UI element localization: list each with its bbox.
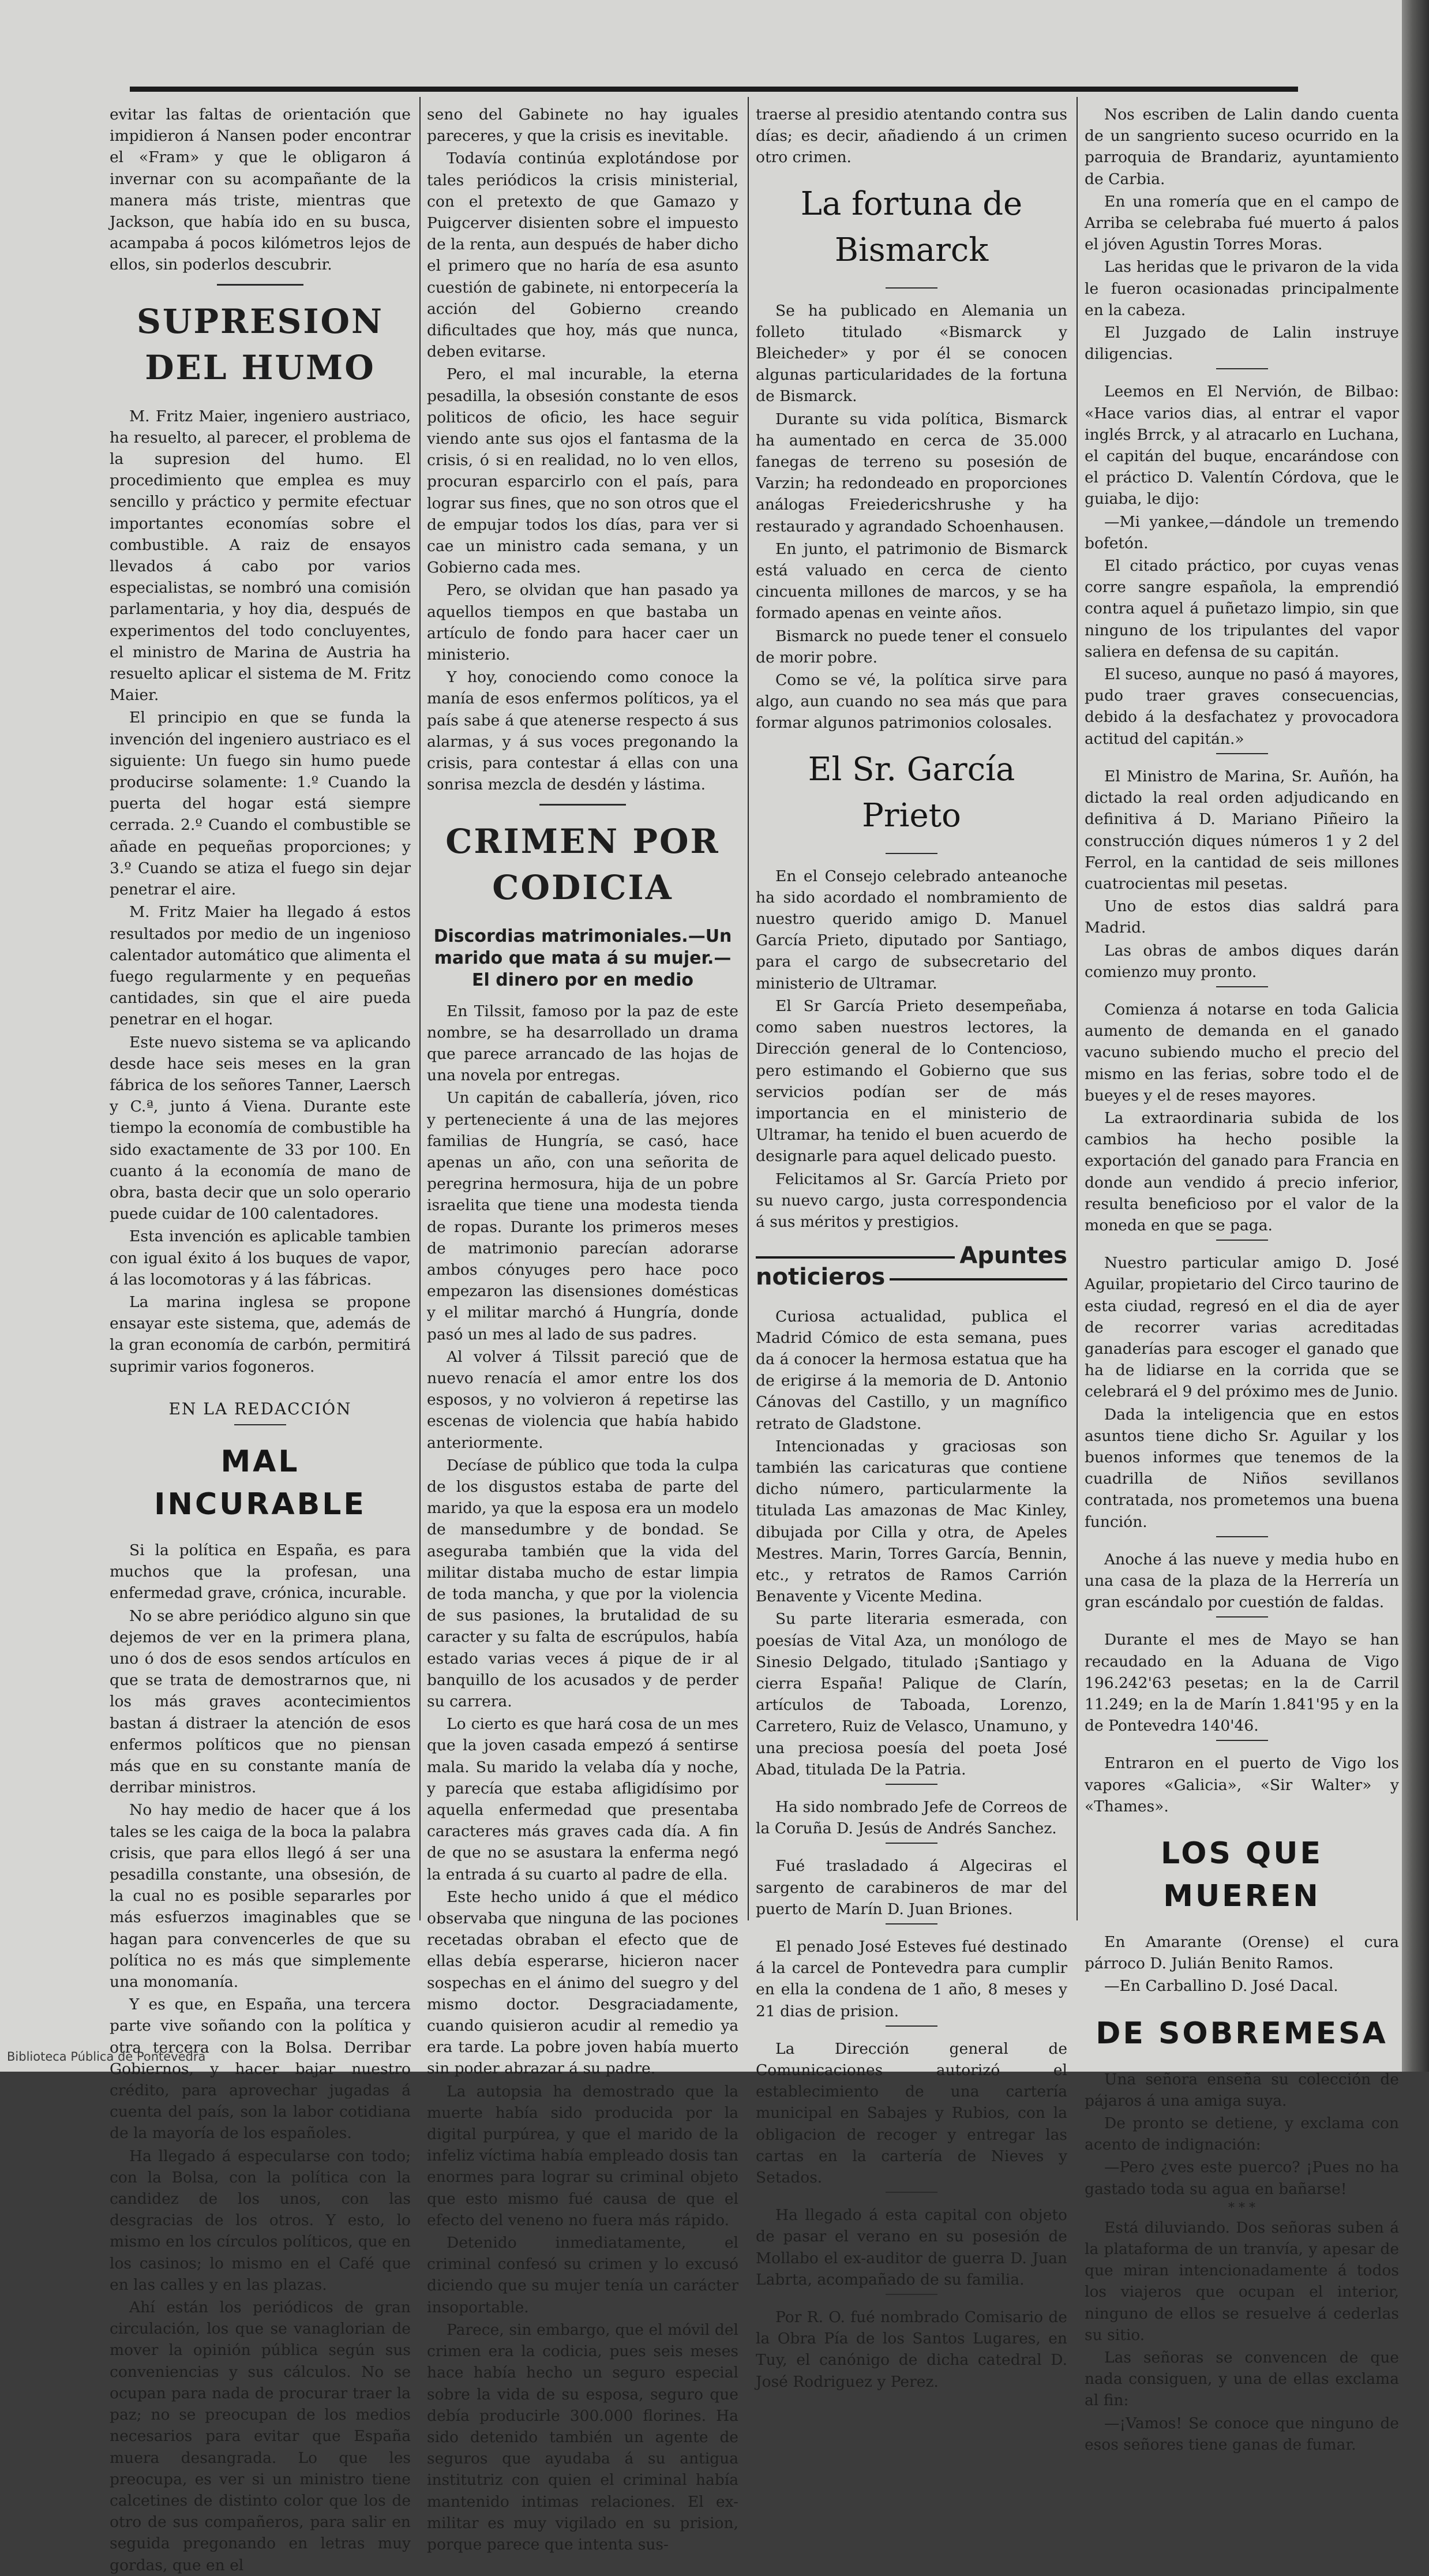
paragraph: Este hecho unido á que el médico observaba que ninguna de las pociones recetadas obraban el efecto que de ellas debía esperarse, hicieron nacer sospechas en el ánimo del suegro y del mismo doctor. Desgraciadamente, cuando quisieron acudir al remedio ya era tarde. La pobre joven había muerto sin poder abrazar á su padre.	[427, 1888, 738, 2078]
paragraph: Pero, el mal incurable, la eterna pesadilla, la obsesión constante de esos politicos de oficio, les hace seguir viendo ante sus ojos el fantasma de la crisis, ó si en realidad, no lo ven ellos, procuran esparcirlo con el país, para lograr sus fines, que no son otros que el de empujar todos los días, para ver si cae un ministro cada semana, y un Gobierno cada mes.	[427, 365, 738, 577]
paragraph: No se abre periódico alguno sin que dejemos de ver en la primera plana, uno ó dos de esos sendos artículos en que se trata de demostrarnos que, ni los más graves acontecimientos bastan á distraer la atención de esos enfermos políticos que no piensan más que en su constante manía de derribar ministros.	[110, 1607, 411, 1797]
paragraph: Uno de estos dias saldrá para Madrid.	[1085, 897, 1399, 937]
paragraph: En una romería que en el campo de Arriba se celebraba fué muerto á palos el jóven Agustin Torres Moras.	[1085, 192, 1399, 254]
separator	[234, 1424, 286, 1425]
paragraph: No hay medio de hacer que á los tales se les caiga de la boca la palabra crisis, que para ellos llegó á ser una pesadilla constante, una obsesión, de la cual no es posible separarles por más esfuerzos imaginables que se hagan para convencerles de que su política no es más que simplemente una monomanía.	[110, 1801, 411, 1991]
col1-intro: evitar las faltas de orientación que impidieron á Nansen poder encontrar el «Fram» y que le obligaron á invernar con su acompañante de la manera más triste, mientras que Jackson, que había ido en su busca, acampaba á pocos kilómetros lejos de ellos, sin poderlos descubrir.	[110, 106, 411, 274]
paragraph: En junto, el patrimonio de Bismarck está valuado en cerca de ciento cincuenta millones de marcos, y se ha formado apenas en veinte años.	[756, 540, 1067, 623]
paragraph: M. Fritz Maier ha llegado á estos resultados por medio de un ingenioso calentador automático que alimenta el fuego regularmente y en pequeñas cantidades, sin que el aire pueda penetrar en el hogar.	[110, 903, 411, 1029]
paragraph: Por R. O. fué nombrado Comisario de la Obra Pía de los Santos Lugares, en Tuy, el canónigo de dicha catedral D. José Rodriguez y Perez.	[756, 2308, 1067, 2391]
separator	[886, 2025, 937, 2027]
paragraph: La Dirección general de Comunicaciones autorizó el establecimiento de una cartería municipal en Sabajes y Rubios, con la obligacion de recoger y entregar las cartas en la cartería de Nieves y Setados.	[756, 2039, 1067, 2187]
subheading-crimen: Discordias matrimoniales.—Un marido que mata á su mujer.—El dinero por en medio	[433, 926, 732, 990]
paragraph: La marina inglesa se propone ensayar este sistema, que, además de la gran economía de carbón, permitirá suprimir varios fogoneros.	[110, 1293, 411, 1376]
separator	[217, 284, 303, 286]
paragraph: Como se vé, la política sirve para algo, aun cuando no sea más que para formar algunos patrimonios colosales.	[756, 671, 1067, 732]
separator	[1216, 1240, 1268, 1241]
paragraph: Felicitamos al Sr. García Prieto por su nuevo cargo, justa correspondencia á sus méritos y prestigios.	[756, 1170, 1067, 1231]
paragraph: Se ha publicado en Alemania un folleto titulado «Bismarck y Bleicheder» y por él se conocen algunas particularidades de la fortuna de Bismarck.	[756, 301, 1067, 406]
paragraph: Las obras de ambos diques darán comienzo muy pronto.	[1085, 941, 1399, 981]
paragraph: De pronto se detiene, y exclama con acento de indignación:	[1085, 2114, 1399, 2154]
paragraph: Este nuevo sistema se va aplicando desde hace seis meses en la gran fábrica de los señores Tanner, Laersch y C.ª, junto á Viena. Durante este tiempo la economía de combustible ha sido exactamente de 33 por 100. En cuanto á la economía de mano de obra, basta decir que un solo operario puede cuidar de 100 calentadores.	[110, 1033, 411, 1223]
paragraph: Está diluviando. Dos señoras suben á la plataforma de un tranvía, y apesar de que miran intencionadamente á todos los viajeros que ocupan el interior, ninguno de ellos se resuelve á cederlas su sitio.	[1085, 2218, 1399, 2344]
paragraph: Anoche á las nueve y media hubo en una casa de la plaza de la Herrería un gran escándalo por cuestión de faldas.	[1085, 1550, 1399, 1612]
paragraph: Todavía continúa explotándose por tales periódicos la crisis ministerial, con el pretexto de que Gamazo y Puigcerver disienten sobre el impuesto de la renta, aun después de haber dicho el primero que no haría de esa asunto cuestión de gabinete, ni entorpecería la acción del Gobierno creando dificultades que hoy, más que nunca, deben evitarse.	[427, 149, 738, 361]
heading-garcia-prieto: El Sr. García Prieto	[808, 750, 1015, 834]
separator	[1216, 368, 1268, 369]
paragraph: Ha sido nombrado Jefe de Correos de la Coruña D. Jesús de Andrés Sanchez.	[756, 1798, 1067, 1838]
heading-crimen-codicia: CRIMEN POR CODICIA	[445, 821, 720, 907]
paragraph: seno del Gabinete no hay iguales pareceres, y que la crisis es inevitable.	[427, 106, 738, 145]
paragraph: El penado José Esteves fué destinado á la carcel de Pontevedra para cumplir en ella la condena de 1 año, 8 meses y 21 dias de prision.	[756, 1938, 1067, 2020]
paragraph: —Pero ¿ves este puerco? ¡Pues no ha gastado toda su agua en bañarse!	[1085, 2158, 1399, 2198]
paragraph: Leemos en El Nervión, de Bilbao: «Hace varios dias, al entrar el vapor inglés Brrck, y al atracarlo en Luchana, el capitán del buque, encarándose con el práctico D. Valentín Córdova, que le guiaba, le dijo:	[1085, 383, 1399, 508]
paragraph: —Mi yankee,—dándole un tremendo bofetón.	[1085, 512, 1399, 552]
paragraph: Nos escriben de Lalin dando cuenta de un sangriento suceso ocurrido en la parroquia de Brandariz, ayuntamiento de Carbia.	[1085, 106, 1399, 188]
column-2	[427, 104, 738, 2553]
paragraph: Decíase de público que toda la culpa de los disgustos estaba de parte del marido, ya que la esposa era un modelo de mansedumbre y de bondad. Se aseguraba también que la vida del militar distaba mucho de estar limpia de toda mancha, y que por la violencia de sus pasiones, la brutalidad de su caracter y su falta de escrúpulos, había estado varias veces á pique de ir al banquillo de los acusados y de perder su carrera.	[427, 1456, 738, 1710]
paragraph: En el Consejo celebrado anteanoche ha sido acordado el nombramiento de nuestro querido amigo D. Manuel García Prieto, diputado por Santiago, para el cargo de subsecretario del ministerio de Ultramar.	[756, 867, 1067, 993]
column-4	[1085, 104, 1399, 2454]
paragraph: Y es que, en España, una tercera parte vive soñando con la política y otra tercera con la Bolsa. Derribar Gobiernos, y hacer bajar nuestro crédito, para aprovechar jugadas á cuenta del país, son la labor cotidiana de la mayoría de los españoles.	[110, 1995, 411, 2143]
paragraph: El citado práctico, por cuyas venas corre sangre española, la emprendió contra aquel á puñetazo limpio, sin que ninguno de los tripulantes del vapor saliera en defensa de su capitán.	[1085, 557, 1399, 661]
separator	[886, 1923, 937, 1924]
page-edge	[1402, 0, 1429, 2072]
paragraph: Dada la inteligencia que en estos asuntos tiene dicho Sr. Aguilar y los buenos informes que tenemos de la cuadrilla de Niños sevillanos contratada, nos prometemos una buena función.	[1085, 1405, 1399, 1531]
heading-word-apuntes: Apuntes	[959, 1242, 1067, 1270]
paragraph: El Ministro de Marina, Sr. Auñón, ha dictado la real orden adjudicando en definitiva á D. Mariano Piñeiro la construcción diques números 1 y 2 del Ferrol, en la cantidad de seis millones cuatrocientas mil pesetas.	[1085, 767, 1399, 893]
separator	[1216, 986, 1268, 987]
paragraph: Detenido inmediatamente, el criminal confesó su crimen y lo excusó diciendo que su mujer tenía un carácter insoportable.	[427, 2234, 738, 2316]
paragraph: M. Fritz Maier, ingeniero austriaco, ha resuelto, al parecer, el problema de la supresion del humo. El procedimiento que emplea es muy sencillo y práctico y permite efectuar importantes economías sobre el combustible. A raiz de ensayos llevados á cabo por varios especialistas, se nombró una comisión parlamentaria, y hoy dia, después de experimentos del todo concluyentes, el ministro de Marina de Austria ha resuelto aplicar el sistema de M. Fritz Maier.	[110, 407, 411, 705]
paragraph: Un capitán de caballería, jóven, rico y perteneciente á una de las mejores familias de Hungría, se casó, hace apenas un año, con una señorita de peregrina hermosura, hija de un pobre israelita que tiene una modesta tienda de ropas. Durante los primeros meses de matrimonio parecían adorarse ambos cónyuges pero hace poco empezaron las disensiones domésticas y el militar marchó á Hungría, donde pasó un mes al lado de sus padres.	[427, 1089, 738, 1343]
separator	[1216, 753, 1268, 754]
column-divider	[748, 97, 749, 1920]
paragraph: Si la política en España, es para muchos que la profesan, una enfermedad grave, crónica, incurable.	[110, 1541, 411, 1602]
paragraph: Las señoras se convencen de que nada consiguen, y una de ellas exclama al fin:	[1085, 2349, 1399, 2410]
paragraph: Ahí están los periódicos de gran circulación, los que se vanaglorian de mover la opinión pública según sus conveniencias y sus cálculos. No se ocupan para nada de procurar traer la paz; no se preocupan de los medios necesarios para evitar que España muera desangrada. Lo que les preocupa, es ver si un ministro tiene calcetines de distinto color que los de otro de sus compañeros, para salir en seguida pregonando en letras muy gordas, que en el	[110, 2298, 411, 2574]
asterism: * * *	[1228, 2200, 1255, 2215]
paragraph: —En Carballino D. José Dacal.	[1104, 1977, 1338, 1995]
paragraph: Comienza á notarse en toda Galicia aumento de demanda en el ganado vacuno subiendo mucho el precio del mismo en las ferias, sobre todo el de bueyes y el de reses mayores.	[1085, 1000, 1399, 1104]
paragraph: Las heridas que le privaron de la vida le fueron ocasionadas principalmente en la cabeza.	[1085, 258, 1399, 319]
separator	[886, 2294, 937, 2295]
paragraph: Y hoy, conociendo como conoce la manía de esos enfermos políticos, ya el país sabe á que atenerse respecto á sus alarmas, y á sus voces pregonando la crisis, para contestar á ellas con una sonrisa mezcla de desdén y lástima.	[427, 668, 738, 794]
column-divider	[1077, 97, 1078, 1920]
column-divider	[419, 97, 421, 1920]
paragraph: Durante su vida política, Bismarck ha aumentado en cerca de 35.000 fanegas de terreno su posesión de Varzin; ha redondeado en proporciones análogas Freiedericshrushe y ha restaurado y agrandado Schoenhausen.	[756, 410, 1067, 536]
heading-apuntes-noticieros	[756, 1242, 1067, 1291]
paragraph: Parece, sin embargo, que el móvil del crimen era la codicia, pues seis meses hace había hecho un seguro especial sobre la vida de su esposa, seguro que debía producirle 300.000 florines. Ha sido detenido también un agente de seguros que ayudaba á su antigua institutriz con quien el criminal había mantenido intimas relaciones. El ex-militar es muy vigilado en su prision, porque parece que intenta sus-	[427, 2320, 738, 2553]
paragraph: El Sr García Prieto desempeñaba, como saben nuestros lectores, la Dirección general de lo Contencioso, pero estimando el Gobierno que sus servicios podían ser de más importancia en el ministerio de Ultramar, ha tenido el buen acuerdo de designarle para aquel delicado puesto.	[756, 997, 1067, 1166]
paragraph: Fué trasladado á Algeciras el sargento de carabineros de mar del puerto de Marín D. Juan Briones.	[756, 1857, 1067, 1918]
separator	[1216, 1740, 1268, 1741]
heading-rule	[890, 1278, 1067, 1280]
paragraph: Lo cierto es que hará cosa de un mes que la joven casada empezó á sentirse mala. Su marido la velaba día y noche, y parecía que estaba afligidísimo por aquella enfermedad que presentaba caracteres más graves cada día. A fin de que no se asustara la enferma negó la entrada á su cuarto al padre de ella.	[427, 1715, 738, 1884]
top-rule	[130, 87, 1298, 92]
separator	[886, 2192, 937, 2193]
separator	[1216, 1536, 1268, 1537]
paragraph: La autopsia ha demostrado que la muerte había sido producida por la digital purpúrea, y que el marido de la infeliz víctima había empleado dosis tan enormes para lograr su criminal objeto que esto mismo fué causa de que el efecto del veneno no fuera más rápido.	[427, 2082, 738, 2229]
paragraph: Pero, se olvidan que han pasado ya aquellos tiempos en que bastaba un artículo de fondo para hacer caer un ministerio.	[427, 581, 738, 664]
separator	[539, 804, 626, 806]
separator	[886, 1784, 937, 1785]
paragraph: Entraron en el puerto de Vigo los vapores «Galicia», «Sir Walter» y «Thames».	[1085, 1754, 1399, 1815]
paragraph: Esta invención es aplicable tambien con igual éxito á los buques de vapor, á las locomotoras y á las fábricas.	[110, 1227, 411, 1289]
paragraph: Su parte literaria esmerada, con poesías de Vital Aza, un monólogo de Sinesio Delgado, titulado ¡Santiago y cierra España! Palique de Clarín, artículos de Taboada, Lorenzo, Carretero, Ruiz de Velasco, Unamuno, y una preciosa poesía del poeta José Abad, titulada De la Patria.	[756, 1610, 1067, 1779]
paragraph: En Tilssit, famoso por la paz de este nombre, se ha desarrollado un drama que parece arrancado de las hojas de una novela por entregas.	[427, 1002, 738, 1085]
separator	[886, 1843, 937, 1844]
paragraph: Bismarck no puede tener el consuelo de morir pobre.	[756, 627, 1067, 667]
heading-supresion-humo: SUPRESION DEL HUMO	[136, 301, 384, 387]
paragraph: —¡Vamos! Se conoce que ninguno de esos señores tiene ganas de fumar.	[1085, 2414, 1399, 2454]
column-3	[756, 104, 1067, 2391]
heading-mal-incurable: MAL INCURABLE	[154, 1444, 366, 1522]
paragraph: Ha llegado á esta capital con objeto de pasar el verano en su posesión de Mollabo el ex-auditor de guerra D. Juan Labrta, acompañado de su familia.	[756, 2206, 1067, 2289]
column-1	[110, 104, 411, 2574]
paragraph: Curiosa actualidad, publica el Madrid Cómico de esta semana, pues da á conocer la hermosa estatua que ha de erigirse á la memoria de D. Antonio Cánovas del Castillo, y un magnífico retrato de Gladstone.	[756, 1307, 1067, 1433]
heading-word-noticieros: noticieros	[756, 1264, 886, 1291]
paragraph: La extraordinaria subida de los cambios ha hecho posible la exportación del ganado para Francia en donde aun vendido á precio inferior, resulta beneficioso por el valor de la moneda en que se paga.	[1085, 1109, 1399, 1234]
paragraph: Nuestro particular amigo D. José Aguilar, propietario del Circo taurino de esta ciudad, regresó en el dia de ayer de recorrer varias acreditadas ganaderías para escoger el ganado que ha de lidiarse en la corrida que se celebrará el 9 del próximo mes de Junio.	[1085, 1254, 1399, 1401]
separator	[1216, 1616, 1268, 1618]
paragraph: En Amarante (Orense) el cura párroco D. Julián Benito Ramos.	[1085, 1933, 1399, 1973]
paragraph: Ha llegado á especularse con todo; con la Bolsa, con la política con la candidez de los unos, con las desgracias de los otros. Y esto, lo mismo en los círculos políticos, que en los casinos; lo mismo en el Café que en las calles y en las plazas.	[110, 2147, 411, 2294]
paragraph: El Juzgado de Lalin instruye diligencias.	[1085, 324, 1399, 364]
paragraph: Intencionadas y graciosas son también las caricaturas que contiene dicho número, particularmente la titulada Las amazonas de Mac Kinley, dibujada por Cilla y otra, de Apeles Mestres. Marin, Torres García, Bennin, etc., y retratos de Ramos Carrión Benavente y Vicente Medina.	[756, 1437, 1067, 1606]
paragraph: El suceso, aunque no pasó á mayores, pudo traer graves consecuencias, debido á la desfachatez y provocadora actitud del capitán.»	[1085, 665, 1399, 748]
paragraph: Una señora enseña su colección de pájaros á una amiga suya.	[1085, 2070, 1399, 2110]
paragraph: El principio en que se funda la invención del ingeniero austriaco es el siguiente: Un fuego sin humo puede producirse solamente: 1.º Cuando la puerta del hogar está siempre cerrada. 2.º Cuando el combustible se añade en pequeñas proporciones; y 3.º Cuando se atiza el fuego sin dejar penetrar el aire.	[110, 709, 411, 899]
section-label-redaccion: EN LA REDACCIÓN	[168, 1399, 352, 1418]
separator	[886, 853, 937, 854]
separator	[886, 287, 937, 289]
heading-de-sobremesa: DE SOBREMESA	[1096, 2016, 1388, 2051]
paragraph: Durante el mes de Mayo se han recaudado en la Aduana de Vigo 196.242'63 pesetas; en la de Carril 11.249; en la de Marín 1.841'95 y en la de Pontevedra 140'46.	[1085, 1631, 1399, 1735]
heading-los-que-mueren: LOS QUE MUEREN	[1161, 1836, 1323, 1914]
library-watermark: Biblioteca Pública de Pontevedra	[7, 2050, 206, 2064]
heading-rule	[756, 1256, 955, 1259]
paragraph: Al volver á Tilssit pareció que de nuevo renacía el amor entre los dos esposos, y no volvieron á repetirse las escenas de violencia que había habido anteriormente.	[427, 1347, 738, 1452]
heading-fortuna-bismarck: La fortuna de Bismarck	[800, 185, 1023, 269]
paragraph: traerse al presidio atentando contra sus días; es decir, añadiendo á un crimen otro crimen.	[756, 106, 1067, 167]
